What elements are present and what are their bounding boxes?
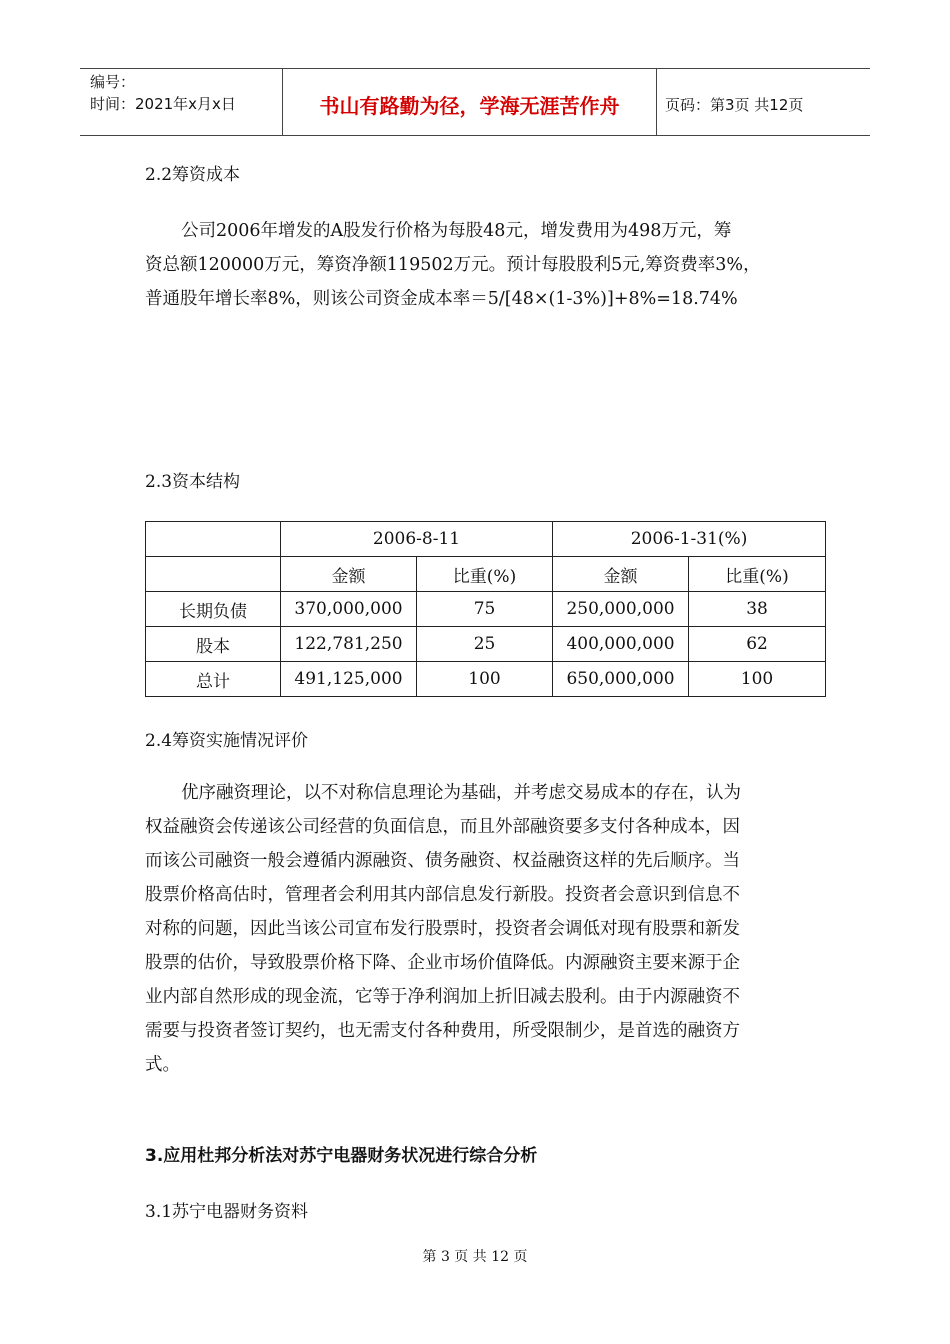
paragraph-line: 式。 [145, 1055, 180, 1075]
table-cell: 122,781,250 [281, 627, 417, 662]
paragraph-line: 公司2006年增发的A股发行价格为每股48元，增发费用为498万元，筹 [181, 221, 732, 241]
page-header [80, 68, 870, 136]
table-cell: 75 [417, 592, 553, 627]
section-2-2-body [145, 214, 805, 316]
paragraph-line: 需要与投资者签订契约，也无需支付各种费用，所受限制少，是首选的融资方 [145, 1021, 740, 1041]
amount-header-1: 金额 [281, 557, 417, 592]
section-2-4-title: 2.4筹资实施情况评价 [145, 731, 309, 751]
paragraph-line: 优序融资理论，以不对称信息理论为基础，并考虑交易成本的存在，认为 [181, 783, 741, 803]
table-cell: 370,000,000 [281, 592, 417, 627]
table-cell: 100 [689, 662, 826, 697]
paragraph-line: 股票价格高估时，管理者会利用其内部信息发行新股。投资者会意识到信息不 [145, 885, 740, 905]
page-footer: 第 3 页 共 12 页 [422, 1249, 528, 1265]
section-2-4-body [145, 776, 805, 1082]
table-cell: 491,125,000 [281, 662, 417, 697]
header-code-label: 编号： [90, 73, 136, 91]
table-row [146, 662, 826, 697]
header-time-label: 时间：2021年x月x日 [90, 95, 236, 113]
table-cell: 25 [417, 627, 553, 662]
row-label: 股本 [146, 627, 281, 662]
period-1-header: 2006-8-11 [281, 522, 553, 557]
paragraph-line: 对称的问题，因此当该公司宣布发行股票时，投资者会调低对现有股票和新发 [145, 919, 740, 939]
paragraph-line: 资总额120000万元，筹资净额119502万元。预计每股股利5元,筹资费率3%， [145, 255, 761, 275]
table-cell: 400,000,000 [553, 627, 689, 662]
section-2-2-title: 2.2筹资成本 [145, 165, 241, 185]
row-label: 长期负债 [146, 592, 281, 627]
section-2-3-title: 2.3资本结构 [145, 472, 241, 492]
table-header-row [146, 522, 826, 557]
row-label: 总计 [146, 662, 281, 697]
section-3-title: 3.应用杜邦分析法对苏宁电器财务状况进行综合分析 [145, 1146, 538, 1166]
ratio-header-1: 比重(%) [417, 557, 553, 592]
table-cell: 62 [689, 627, 826, 662]
paragraph-line: 业内部自然形成的现金流，它等于净利润加上折旧减去股利。由于内源融资不 [145, 987, 740, 1007]
table-row [146, 627, 826, 662]
ratio-header-2: 比重(%) [689, 557, 826, 592]
table-cell: 100 [417, 662, 553, 697]
header-page-info: 页码：第3页 共12页 [665, 95, 804, 114]
paragraph-line: 而该公司融资一般会遵循内源融资、债务融资、权益融资这样的先后顺序。当 [145, 851, 740, 871]
table-cell: 38 [689, 592, 826, 627]
header-motto: 书山有路勤为径，学海无涯苦作舟 [282, 69, 657, 135]
table-corner-cell [146, 522, 281, 557]
period-2-header: 2006-1-31(%) [553, 522, 826, 557]
table-cell: 250,000,000 [553, 592, 689, 627]
table-empty-cell [146, 557, 281, 592]
table-subheader-row [146, 557, 826, 592]
table-cell: 650,000,000 [553, 662, 689, 697]
capital-structure-table [145, 521, 826, 697]
header-meta [80, 69, 282, 135]
table-row [146, 592, 826, 627]
section-3-1-title: 3.1苏宁电器财务资料 [145, 1202, 309, 1222]
amount-header-2: 金额 [553, 557, 689, 592]
paragraph-line: 股票的估价，导致股票价格下降、企业市场价值降低。内源融资主要来源于企 [145, 953, 740, 973]
paragraph-line: 权益融资会传递该公司经营的负面信息，而且外部融资要多支付各种成本，因 [145, 817, 740, 837]
paragraph-line: 普通股年增长率8%，则该公司资金成本率＝5/[48×(1-3%)]+8%=18.74% [145, 289, 738, 309]
